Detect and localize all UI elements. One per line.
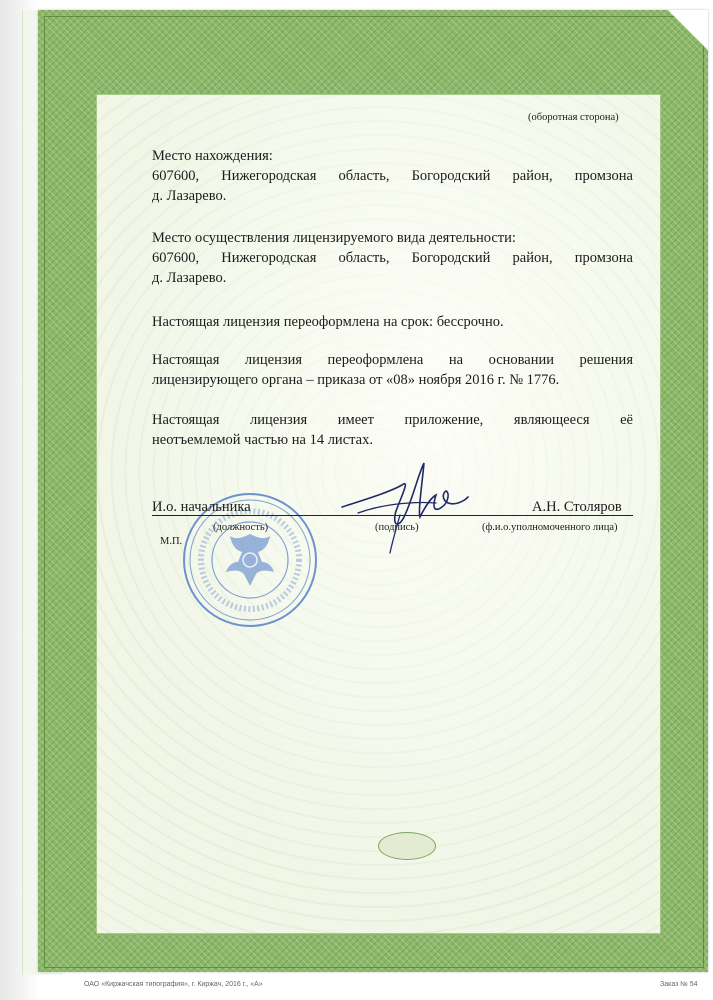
activity-location-label: Место осуществления лицензируемого вида деятельности: xyxy=(152,230,516,246)
reverse-side-note: (оборотная сторона) xyxy=(528,112,619,123)
order-number-footer: Заказ № 54 xyxy=(660,981,698,988)
handwritten-signature xyxy=(340,455,470,555)
activity-location-line-2: д. Лазарево. xyxy=(152,270,227,286)
seal-mark: М.П. xyxy=(160,536,183,547)
basis-line-1: Настоящая лицензия переоформлена на основании решения xyxy=(152,352,633,368)
caption-name: (ф.и.о.уполномоченного лица) xyxy=(482,522,618,533)
basis-line-2: лицензирующего органа – приказа от «08» ноября 2016 г. № 1776. xyxy=(152,372,560,388)
location-line-1: 607600, Нижегородская область, Богородский район, промзона xyxy=(152,168,633,184)
license-term: Настоящая лицензия переоформлена на срок: бессрочно. xyxy=(152,314,504,330)
position-title: И.о. начальника xyxy=(152,499,251,515)
printer-footer: ОАО «Киржачская типография», г. Киржач, 2016 г., «А» xyxy=(84,981,263,988)
activity-location-line-1: 607600, Нижегородская область, Богородский район, промзона xyxy=(152,250,633,266)
caption-signature: (подпись) xyxy=(375,522,419,533)
folded-corner xyxy=(668,10,708,50)
appendix-line-1: Настоящая лицензия имеет приложение, являющееся её xyxy=(152,412,633,428)
appendix-line-2: неотъемлемой частью на 14 листах. xyxy=(152,432,373,448)
security-oval-emblem xyxy=(378,832,436,860)
location-label: Место нахождения: xyxy=(152,148,273,164)
caption-position: (должность) xyxy=(213,522,269,533)
signatory-name: А.Н. Столяров xyxy=(532,499,622,515)
location-line-2: д. Лазарево. xyxy=(152,188,227,204)
